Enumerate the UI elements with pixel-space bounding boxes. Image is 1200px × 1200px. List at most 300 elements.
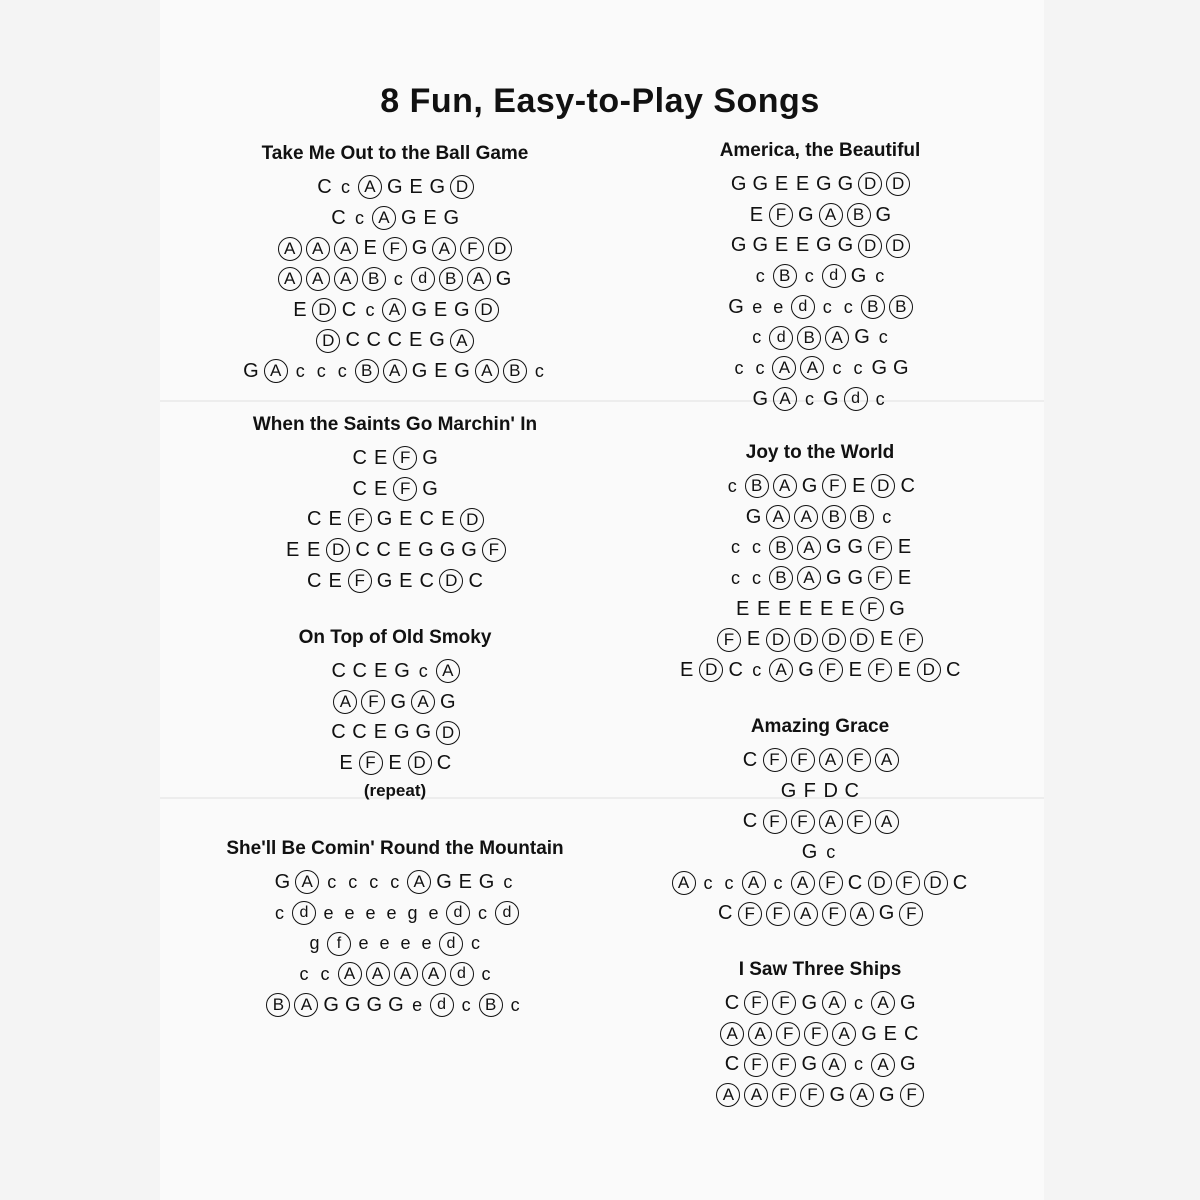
- note-lines: [180, 443, 610, 596]
- blow-note: B: [822, 505, 846, 529]
- draw-note: G: [386, 176, 403, 198]
- draw-note: c: [534, 361, 544, 382]
- draw-note: C: [352, 721, 367, 744]
- blow-note: A: [822, 1053, 846, 1077]
- blow-note: D: [450, 175, 474, 199]
- draw-note: c: [730, 568, 740, 589]
- blow-note: F: [763, 748, 787, 772]
- draw-note: C: [352, 660, 367, 682]
- draw-note: C: [306, 508, 322, 531]
- draw-note: G: [801, 475, 818, 497]
- blow-note: D: [408, 751, 432, 775]
- blow-note: F: [791, 748, 815, 772]
- blow-note: D: [488, 237, 512, 261]
- draw-note: G: [461, 539, 477, 562]
- draw-note: C: [331, 206, 346, 229]
- draw-note: C: [306, 569, 322, 592]
- blow-note: A: [850, 1083, 874, 1107]
- blow-note: A: [766, 505, 790, 529]
- draw-note: C: [366, 329, 381, 352]
- note-line: [610, 169, 1030, 200]
- draw-note: C: [345, 329, 360, 352]
- draw-note: c: [275, 902, 284, 923]
- blow-note: A: [306, 237, 330, 261]
- draw-note: G: [837, 234, 854, 257]
- blow-note: B: [355, 359, 379, 383]
- note-line: [610, 1049, 1030, 1080]
- draw-note: C: [387, 329, 402, 352]
- repeat-annotation: (repeat): [363, 780, 427, 800]
- draw-note: G: [801, 1053, 817, 1076]
- blow-note: B: [861, 295, 885, 319]
- blow-note: A: [278, 267, 302, 291]
- draw-note: C: [742, 810, 758, 833]
- blow-note: d: [769, 326, 793, 350]
- draw-note: C: [436, 752, 452, 775]
- draw-note: c: [751, 568, 761, 589]
- draw-note: C: [317, 176, 332, 198]
- blow-note: A: [338, 962, 362, 986]
- draw-note: E: [848, 659, 862, 682]
- blow-note: A: [294, 993, 318, 1017]
- draw-note: C: [847, 871, 863, 894]
- note-lines: [610, 471, 1030, 686]
- blow-note: A: [278, 237, 302, 261]
- draw-note: C: [724, 992, 740, 1014]
- draw-note: E: [423, 206, 437, 229]
- blow-note: d: [791, 295, 815, 319]
- draw-note: G: [829, 1084, 845, 1107]
- draw-note: c: [751, 537, 761, 558]
- draw-note: c: [316, 361, 326, 382]
- blow-note: A: [383, 359, 407, 383]
- draw-note: G: [893, 357, 909, 380]
- note-line: [180, 474, 610, 505]
- blow-note: D: [475, 298, 499, 322]
- blow-note: A: [850, 902, 874, 926]
- draw-note: E: [757, 597, 771, 620]
- blow-note: D: [822, 628, 846, 652]
- blow-note: B: [362, 267, 386, 291]
- draw-note: c: [853, 358, 863, 379]
- blow-note: A: [394, 962, 418, 986]
- blow-note: A: [295, 870, 319, 894]
- blow-note: F: [393, 477, 417, 501]
- draw-note: E: [774, 173, 789, 195]
- blow-note: B: [745, 474, 769, 498]
- draw-note: D: [823, 779, 838, 802]
- draw-note: G: [440, 690, 456, 713]
- draw-note: c: [327, 872, 337, 892]
- blow-note: F: [804, 1022, 828, 1046]
- draw-note: c: [299, 964, 309, 985]
- draw-note: c: [724, 872, 734, 893]
- blow-note: F: [772, 1053, 796, 1077]
- blow-note: d: [450, 962, 474, 986]
- draw-note: G: [454, 298, 470, 321]
- draw-note: G: [850, 265, 867, 288]
- draw-note: G: [745, 505, 762, 528]
- blow-note: B: [850, 505, 874, 529]
- blow-note: D: [439, 569, 463, 593]
- blow-note: A: [797, 536, 821, 560]
- blow-note: F: [383, 237, 407, 261]
- blow-note: D: [766, 628, 790, 652]
- draw-note: G: [797, 203, 814, 226]
- draw-note: C: [468, 569, 483, 592]
- note-line: [610, 898, 1030, 929]
- blow-note: A: [822, 991, 846, 1015]
- page-title: 8 Fun, Easy-to-Play Songs: [380, 82, 820, 120]
- draw-note: G: [400, 206, 417, 229]
- song-title: She'll Be Comin' Round the Mountain: [226, 838, 564, 859]
- blow-note: F: [738, 902, 762, 926]
- draw-note: C: [728, 659, 743, 682]
- note-lines: [610, 745, 1030, 929]
- note-line: [610, 806, 1030, 837]
- draw-note: e: [412, 994, 423, 1015]
- blow-note: D: [316, 329, 340, 353]
- draw-note: C: [341, 298, 357, 321]
- draw-note: G: [243, 360, 259, 383]
- draw-note: E: [328, 569, 342, 592]
- blow-note: B: [769, 566, 793, 590]
- note-line: [610, 384, 1030, 415]
- draw-note: G: [411, 237, 428, 260]
- blow-note: F: [819, 871, 843, 895]
- note-lines: [610, 169, 1030, 415]
- draw-note: G: [422, 447, 438, 469]
- blow-note: d: [844, 387, 868, 411]
- song-title: Joy to the World: [745, 442, 895, 463]
- note-line: [180, 203, 610, 234]
- draw-note: C: [419, 508, 434, 531]
- song-title: Take Me Out to the Ball Game: [261, 143, 529, 164]
- note-line: [610, 655, 1030, 686]
- draw-note: G: [422, 477, 438, 500]
- draw-note: c: [703, 872, 713, 893]
- blow-note: F: [860, 597, 884, 621]
- blow-note: F: [763, 810, 787, 834]
- draw-note: E: [778, 597, 792, 620]
- note-line: [180, 356, 610, 387]
- note-line: [180, 928, 610, 959]
- draw-note: G: [274, 871, 291, 893]
- blow-note: A: [871, 991, 895, 1015]
- draw-note: c: [875, 388, 885, 409]
- draw-note: c: [854, 1054, 863, 1075]
- blow-note: D: [858, 172, 882, 196]
- blow-note: d: [430, 993, 454, 1017]
- blow-note: A: [334, 237, 358, 261]
- draw-note: E: [897, 536, 912, 559]
- draw-note: G: [900, 992, 916, 1014]
- draw-note: E: [285, 539, 300, 562]
- blow-note: A: [372, 206, 396, 230]
- blow-note: F: [744, 1053, 768, 1077]
- draw-note: E: [306, 539, 321, 562]
- song-joy-to-the-world: [610, 442, 1030, 686]
- draw-note: e: [400, 933, 411, 954]
- draw-note: c: [354, 207, 364, 228]
- song-i-saw-three-ships: [610, 959, 1030, 1111]
- draw-note: G: [323, 993, 339, 1016]
- song-title: I Saw Three Ships: [738, 959, 902, 980]
- blow-note: A: [794, 902, 818, 926]
- blow-note: F: [769, 203, 793, 227]
- draw-note: c: [752, 327, 762, 348]
- blow-note: F: [868, 536, 892, 560]
- blow-note: D: [858, 234, 882, 258]
- note-line: [610, 624, 1030, 655]
- blow-note: F: [348, 569, 372, 593]
- draw-note: E: [897, 567, 912, 590]
- draw-note: G: [798, 659, 814, 682]
- note-line: [180, 172, 610, 203]
- draw-note: G: [376, 569, 393, 592]
- draw-note: G: [854, 326, 870, 349]
- draw-note: e: [428, 902, 439, 923]
- note-line: [610, 230, 1030, 261]
- draw-note: E: [774, 234, 789, 257]
- blow-note: F: [899, 902, 923, 926]
- draw-note: C: [742, 749, 758, 771]
- blow-note: F: [717, 628, 741, 652]
- blow-note: D: [460, 508, 484, 532]
- blow-note: D: [436, 721, 460, 745]
- blow-note: D: [868, 871, 892, 895]
- note-line: [180, 504, 610, 535]
- blow-note: F: [868, 566, 892, 590]
- draw-note: C: [355, 539, 370, 562]
- note-line: [610, 745, 1030, 776]
- draw-note: C: [352, 477, 367, 500]
- blow-note: A: [825, 326, 849, 350]
- note-line: [180, 535, 610, 566]
- blow-note: A: [716, 1083, 740, 1107]
- draw-note: c: [878, 327, 888, 348]
- draw-note: G: [728, 295, 744, 318]
- draw-note: G: [376, 508, 393, 531]
- blow-note: F: [800, 1083, 824, 1107]
- draw-note: G: [393, 721, 410, 744]
- draw-note: c: [365, 299, 375, 320]
- note-line: [610, 532, 1030, 563]
- note-lines: [180, 656, 610, 779]
- draw-note: E: [339, 752, 353, 775]
- draw-note: G: [801, 992, 817, 1014]
- blow-note: A: [467, 267, 491, 291]
- draw-note: G: [878, 902, 895, 925]
- draw-note: e: [365, 902, 376, 923]
- draw-note: C: [717, 902, 733, 925]
- blow-note: F: [776, 1022, 800, 1046]
- blow-note: A: [334, 267, 358, 291]
- draw-note: c: [369, 872, 379, 892]
- draw-note: c: [826, 842, 836, 863]
- blow-note: A: [422, 962, 446, 986]
- draw-note: G: [900, 1053, 916, 1076]
- blow-note: B: [889, 295, 913, 319]
- note-line: [610, 261, 1030, 292]
- draw-note: E: [373, 721, 388, 744]
- draw-note: e: [344, 902, 355, 923]
- draw-note: E: [441, 508, 455, 531]
- draw-note: c: [730, 537, 740, 558]
- draw-note: G: [837, 173, 854, 195]
- draw-note: E: [434, 360, 448, 383]
- note-line: [610, 563, 1030, 594]
- draw-note: C: [952, 871, 968, 894]
- draw-note: G: [411, 298, 427, 321]
- song-amazing-grace: [610, 716, 1030, 929]
- draw-note: g: [407, 902, 418, 923]
- blow-note: A: [794, 505, 818, 529]
- blow-note: B: [773, 264, 797, 288]
- blow-note: A: [264, 359, 288, 383]
- draw-note: e: [386, 902, 397, 923]
- blow-note: A: [800, 356, 824, 380]
- draw-note: C: [900, 475, 915, 497]
- draw-note: G: [454, 360, 470, 383]
- blow-note: A: [742, 871, 766, 895]
- draw-note: E: [388, 752, 402, 775]
- blow-note: D: [312, 298, 336, 322]
- draw-note: E: [795, 173, 810, 195]
- draw-note: C: [724, 1053, 740, 1076]
- draw-note: c: [340, 177, 350, 197]
- blow-note: F: [359, 751, 383, 775]
- draw-note: G: [429, 329, 445, 352]
- draw-note: c: [478, 902, 487, 923]
- blow-note: A: [333, 690, 357, 714]
- song-shell-be-comin-round-the-mountain: [180, 838, 610, 1020]
- blow-note: A: [720, 1022, 744, 1046]
- draw-note: c: [875, 266, 885, 287]
- draw-note: E: [795, 234, 810, 257]
- song-title: Amazing Grace: [750, 716, 890, 737]
- blow-note: A: [769, 658, 793, 682]
- draw-note: C: [904, 1022, 919, 1045]
- blow-note: A: [450, 329, 474, 353]
- blow-note: A: [744, 1083, 768, 1107]
- draw-note: E: [397, 539, 412, 562]
- draw-note: c: [832, 358, 842, 379]
- song-when-the-saints-go-marchin-in: [180, 414, 610, 596]
- draw-note: C: [331, 721, 346, 744]
- blow-note: F: [900, 1083, 924, 1107]
- blow-note: F: [896, 871, 920, 895]
- draw-note: G: [847, 536, 864, 559]
- note-line: [180, 443, 610, 474]
- blow-note: F: [460, 237, 484, 261]
- blow-note: F: [772, 991, 796, 1015]
- blow-note: A: [407, 870, 431, 894]
- song-title: America, the Beautiful: [719, 140, 921, 161]
- draw-note: G: [875, 203, 892, 226]
- blow-note: A: [436, 659, 460, 683]
- note-line: [610, 868, 1030, 899]
- draw-note: G: [366, 993, 383, 1016]
- song-take-me-out-to-the-ball-game: [180, 143, 610, 387]
- draw-note: c: [882, 506, 892, 527]
- blow-note: F: [744, 991, 768, 1015]
- draw-note: C: [331, 660, 346, 682]
- blow-note: D: [917, 658, 941, 682]
- draw-note: E: [374, 477, 388, 500]
- draw-note: E: [374, 660, 388, 682]
- note-line: [610, 1019, 1030, 1050]
- draw-note: G: [436, 871, 452, 893]
- note-line: [610, 776, 1030, 807]
- note-line: [180, 325, 610, 356]
- blow-note: A: [382, 298, 406, 322]
- draw-note: c: [822, 296, 832, 317]
- note-line: [180, 566, 610, 597]
- draw-note: c: [418, 661, 428, 681]
- blow-note: A: [875, 748, 899, 772]
- draw-note: e: [752, 296, 763, 317]
- blow-note: A: [306, 267, 330, 291]
- draw-note: c: [805, 388, 814, 409]
- draw-note: E: [746, 628, 761, 651]
- note-line: [180, 867, 610, 898]
- blow-note: F: [772, 1083, 796, 1107]
- draw-note: C: [844, 779, 859, 802]
- draw-note: e: [323, 902, 334, 923]
- blow-note: B: [847, 203, 871, 227]
- draw-note: G: [388, 993, 404, 1016]
- note-lines: [610, 988, 1030, 1111]
- blow-note: A: [819, 810, 843, 834]
- draw-note: E: [363, 237, 377, 260]
- draw-note: G: [816, 173, 832, 195]
- draw-note: c: [752, 660, 762, 681]
- draw-note: c: [854, 993, 863, 1013]
- blow-note: A: [832, 1022, 856, 1046]
- blow-note: F: [819, 658, 843, 682]
- blow-note: F: [822, 902, 846, 926]
- song-america-the-beautiful: [610, 140, 1030, 415]
- blow-note: A: [875, 810, 899, 834]
- note-line: [610, 988, 1030, 1019]
- draw-note: E: [897, 659, 911, 682]
- note-line: [610, 1080, 1030, 1111]
- blow-note: F: [482, 538, 506, 562]
- draw-note: c: [755, 266, 765, 287]
- draw-note: G: [871, 357, 887, 380]
- draw-note: E: [852, 475, 866, 497]
- draw-note: G: [495, 268, 512, 291]
- blow-note: B: [797, 326, 821, 350]
- draw-note: E: [879, 628, 894, 651]
- draw-note: E: [409, 176, 423, 198]
- draw-note: E: [433, 298, 448, 321]
- draw-note: G: [823, 387, 839, 410]
- draw-note: c: [734, 358, 744, 379]
- blow-note: B: [266, 993, 290, 1017]
- note-line: [610, 502, 1030, 533]
- blow-note: F: [847, 748, 871, 772]
- note-line: [180, 959, 610, 990]
- blow-note: A: [819, 203, 843, 227]
- blow-note: d: [495, 901, 519, 925]
- blow-note: d: [822, 264, 846, 288]
- note-line: [180, 898, 610, 929]
- draw-note: G: [889, 597, 905, 620]
- blow-note: B: [439, 267, 463, 291]
- note-lines: [180, 867, 610, 1020]
